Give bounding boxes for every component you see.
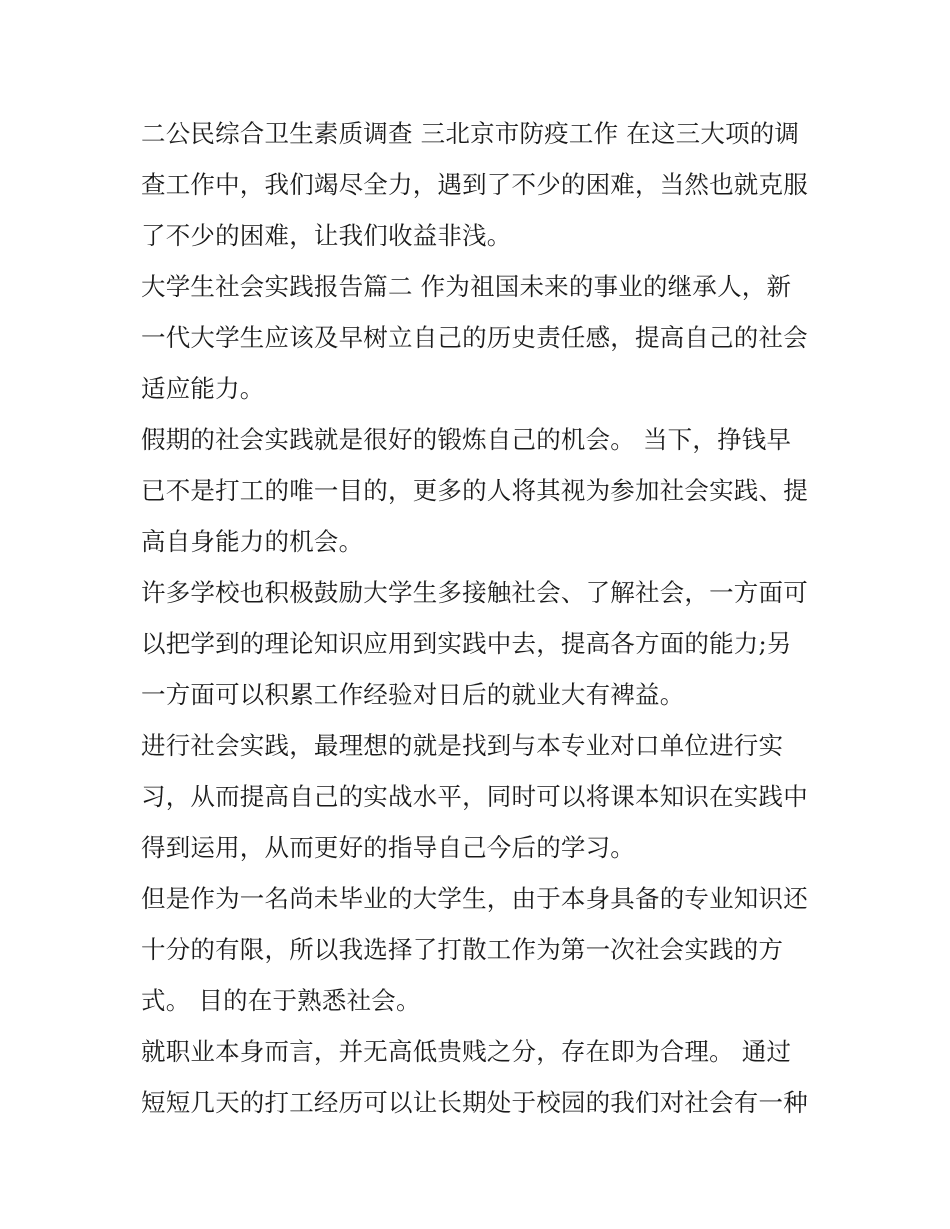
paragraph-5: [141, 720, 813, 873]
text-line: 以把学到的理论知识应用到实践中去，提高各方面的能力;另: [141, 629, 792, 658]
text-line: 就职业本身而言，并无高低贵贱之分，存在即为合理。 通过: [141, 1037, 792, 1066]
document-body: [141, 108, 813, 1128]
text-line: 许多学校也积极鼓励大学生多接触社会、了解社会，一方面可: [141, 578, 808, 607]
text-line: 高自身能力的机会。: [141, 527, 364, 556]
text-line: 短短几天的打工经历可以让长期处于校园的我们对社会有一种: [141, 1088, 808, 1117]
text-line: 十分的有限，所以我选择了打散工作为第一次社会实践的方: [141, 935, 784, 964]
text-line: 了不少的困难，让我们收益非浅。: [141, 221, 512, 250]
text-line: 但是作为一名尚未毕业的大学生，由于本身具备的专业知识还: [141, 884, 808, 913]
text-line: 一方面可以积累工作经验对日后的就业大有裨益。: [141, 680, 685, 709]
text-line: 已不是打工的唯一目的，更多的人将其视为参加社会实践、提: [141, 476, 808, 505]
paragraph-7: [141, 1026, 813, 1128]
text-line: 二公民综合卫生素质调查 三北京市防疫工作 在这三大项的调: [141, 119, 800, 148]
text-line: 习，从而提高自己的实战水平，同时可以将课本知识在实践中: [141, 782, 808, 811]
paragraph-2: [141, 261, 813, 414]
text-line: 得到运用，从而更好的指导自己今后的学习。: [141, 833, 635, 862]
paragraph-6: [141, 873, 813, 1026]
text-line: 式。 目的在于熟悉社会。: [141, 986, 421, 1015]
text-line: 大学生社会实践报告篇二 作为祖国未来的事业的继承人，新: [141, 272, 792, 301]
paragraph-3: [141, 414, 813, 567]
text-line: 进行社会实践，最理想的就是找到与本专业对口单位进行实: [141, 731, 784, 760]
text-line: 适应能力。: [141, 374, 265, 403]
paragraph-4: [141, 567, 813, 720]
text-line: 一代大学生应该及早树立自己的历史责任感，提高自己的社会: [141, 323, 808, 352]
paragraph-1: [141, 108, 813, 261]
text-line: 查工作中，我们竭尽全力，遇到了不少的困难，当然也就克服: [141, 170, 808, 199]
text-line: 假期的社会实践就是很好的锻炼自己的机会。 当下，挣钱早: [141, 425, 792, 454]
